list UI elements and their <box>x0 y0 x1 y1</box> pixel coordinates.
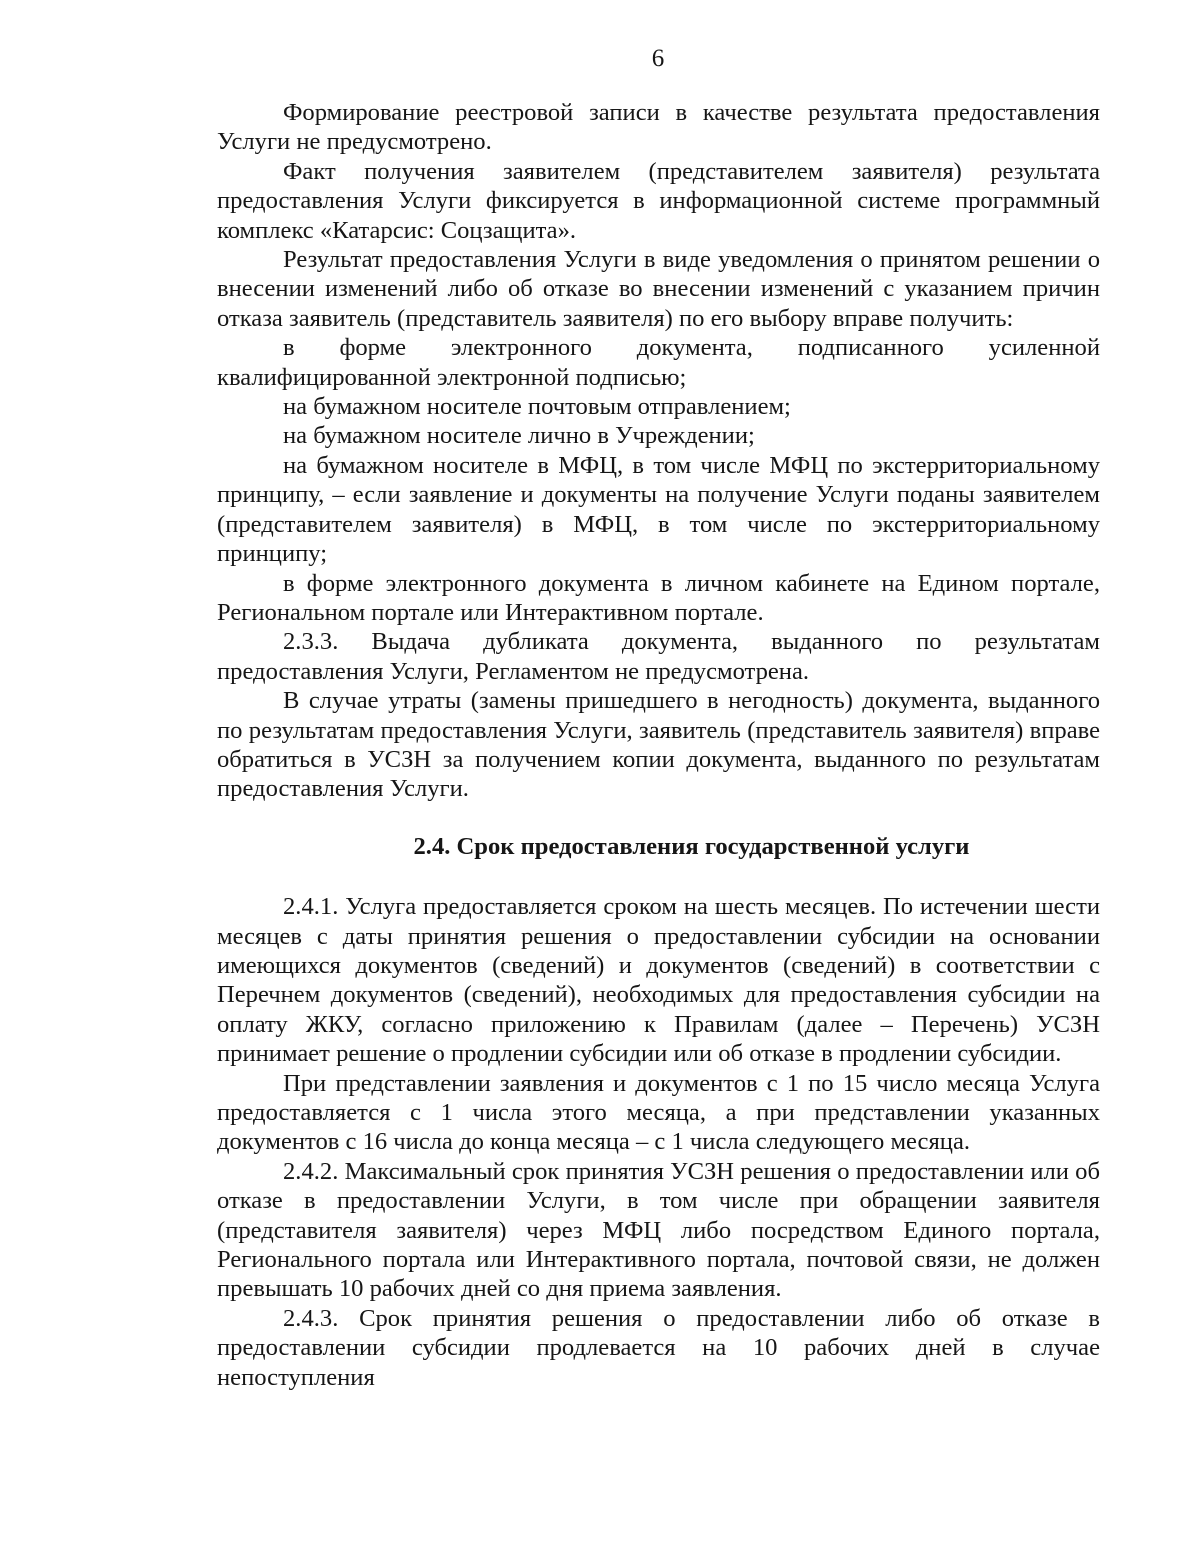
list-item: в форме электронного документа, подписанного усиленной квалифицированной электронной подписью; <box>217 334 1100 391</box>
paragraph: 2.4.3. Срок принятия решения о предоставлении либо об отказе в предоставлении субсидии продлевается на 10 рабочих дней в случае непоступления <box>217 1304 1100 1391</box>
section-heading: 2.4. Срок предоставления государственной услуги <box>413 832 970 860</box>
document-body <box>217 98 1100 1392</box>
list-item: в форме электронного документа в личном кабинете на Едином портале, Региональном портале или Интерактивном портале. <box>217 569 1100 626</box>
page-number: 6 <box>651 45 665 72</box>
list-item: на бумажном носителе в МФЦ, в том числе МФЦ по экстерриториальному принципу, – если заявление и документы на получение Услуги поданы заявителем (представителем заявителя) в МФЦ, в том числе по экстерриториальному принципу; <box>217 451 1100 568</box>
paragraph: В случае утраты (замены пришедшего в негодность) документа, выданного по результатам предоставления Услуги, заявитель (представитель заявителя) вправе обратиться в УСЗН за получением копии документа, выданного по результатам предоставления Услуги. <box>217 687 1100 803</box>
paragraph: 2.4.2. Максимальный срок принятия УСЗН решения о предоставлении или об отказе в предоставлении Услуги, в том числе при обращении заявителя (представителя заявителя) через МФЦ либо посредством Единого портала, Регионального портала или Интерактивного портала, почтовой связи, не должен превышать 10 рабочих дней со дня приема заявления. <box>217 1157 1100 1303</box>
paragraph: Результат предоставления Услуги в виде уведомления о принятом решении о внесении изменений либо об отказе во внесении изменений с указанием причин отказа заявитель (представитель заявителя) по его выбору вправе получить: <box>217 246 1100 332</box>
list-item: на бумажном носителе лично в Учреждении; <box>283 422 755 450</box>
paragraph: 2.3.3. Выдача дубликата документа, выданного по результатам предоставления Услуги, Регламентом не предусмотрена. <box>217 628 1100 685</box>
paragraph: При представлении заявления и документов с 1 по 15 число месяца Услуга предоставляется с 1 числа этого месяца, а при представлении указанных документов с 16 числа до конца месяца – с 1 числа следующего месяца. <box>217 1069 1100 1156</box>
paragraph: Формирование реестровой записи в качестве результата предоставления Услуги не предусмотрено. <box>217 99 1100 156</box>
list-item: на бумажном носителе почтовым отправлением; <box>283 393 791 421</box>
paragraph: Факт получения заявителем (представителем заявителя) результата предоставления Услуги фиксируется в информационной системе программный комплекс «Катарсис: Соцзащита». <box>217 157 1100 244</box>
paragraph: 2.4.1. Услуга предоставляется сроком на шесть месяцев. По истечении шести месяцев с даты принятия решения о предоставлении субсидии на основании имеющихся документов (сведений) и документов (сведений) в соответствии с Перечнем документов (сведений), необходимых для предоставления субсидии на оплату ЖКУ, согласно приложению к Правилам (далее – Перечень) УСЗН принимает решение о продлении субсидии или об отказе в продлении субсидии. <box>217 893 1100 1068</box>
